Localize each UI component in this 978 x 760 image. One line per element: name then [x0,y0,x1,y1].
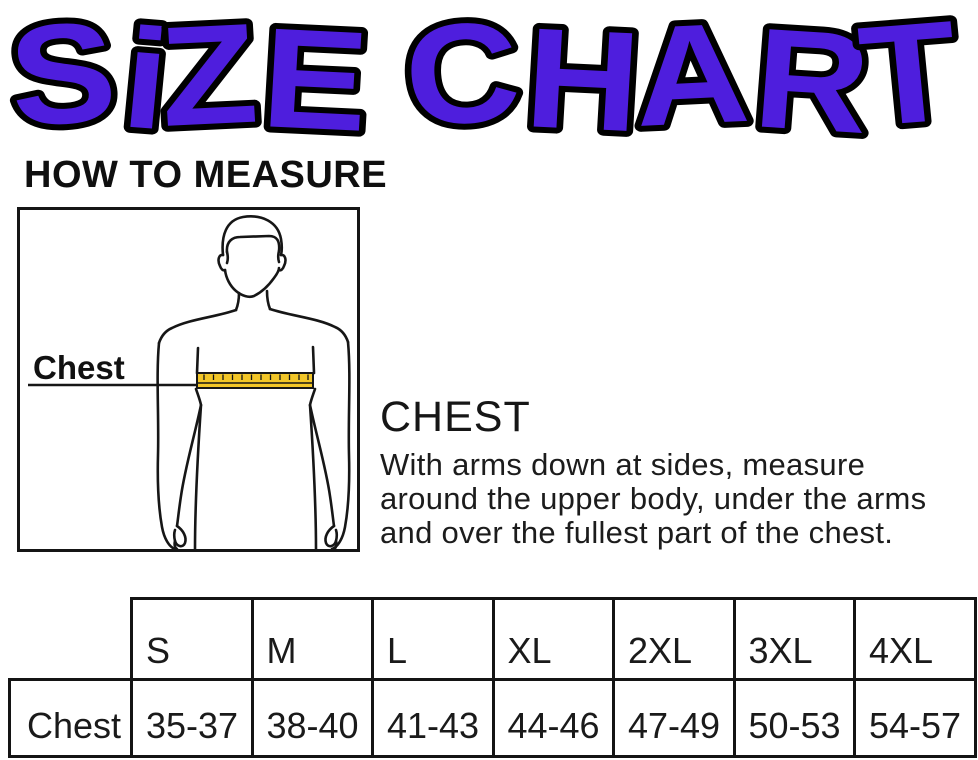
page-title: SiZE CHART [5,0,955,154]
size-column-header: L [373,599,494,680]
chest-section-heading: CHEST [380,393,531,441]
chest-value-cell: 41-43 [373,680,494,757]
size-column-header: S [132,599,253,680]
size-column-header: 4XL [855,599,976,680]
title-banner [0,0,978,154]
chest-value-cell: 54-57 [855,680,976,757]
tape-band [197,373,313,388]
chest-value-cell: 44-46 [493,680,614,757]
body-outline-figure [20,210,357,549]
chest-value-cell: 47-49 [614,680,735,757]
size-column-header: M [252,599,373,680]
chest-instructions [380,448,927,550]
empty-corner-cell [10,599,132,680]
size-column-header: 3XL [734,599,855,680]
chest-instructions-line: and over the fullest part of the chest. [380,515,894,550]
chest-instructions-line: around the upper body, under the arms [380,481,927,516]
chest-value-cell: 35-37 [132,680,253,757]
tape-measure-icon [197,373,313,388]
figure-chest-label: Chest [33,349,125,386]
size-column-header: XL [493,599,614,680]
row-label-chest: Chest [10,680,132,757]
measurement-figure-box [17,207,360,552]
how-to-measure-heading: HOW TO MEASURE [24,154,388,196]
chest-value-cell: 50-53 [734,680,855,757]
size-header-row [10,599,976,680]
chest-value-cell: 38-40 [252,680,373,757]
chest-measurement-row [10,680,976,757]
chest-instructions-line: With arms down at sides, measure [380,447,866,482]
size-column-header: 2XL [614,599,735,680]
size-table [8,597,977,758]
